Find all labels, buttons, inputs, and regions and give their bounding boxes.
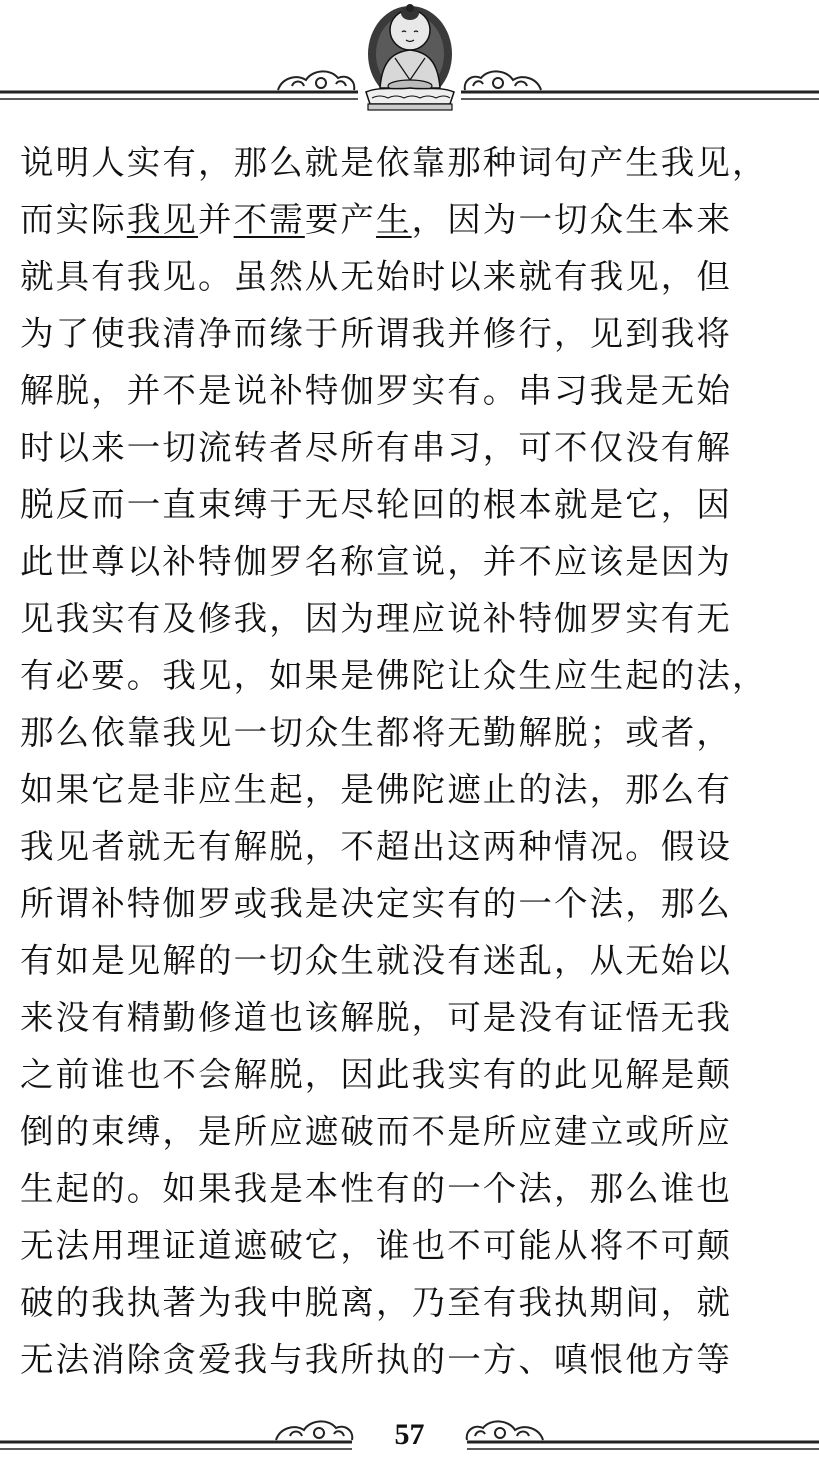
buddha-icon	[366, 4, 454, 110]
text-line: 来没有精勤修道也该解脱，可是没有证悟无我	[20, 998, 732, 1037]
text-line: 生起的。如果我是本性有的一个法，那么谁也	[20, 1169, 732, 1208]
text-line: 说明人实有，那么就是依靠那种词句产生我见，	[20, 143, 768, 182]
text-line: 我见者就无有解脱，不超出这两种情况。假设	[20, 827, 732, 866]
text-line: 见我实有及修我，因为理应说补特伽罗实有无	[20, 599, 732, 638]
page-number: 57	[394, 1418, 425, 1451]
text-line: 倒的束缚，是所应遮破而不是所应建立或所应	[20, 1112, 732, 1151]
underlined-term: 生	[376, 200, 412, 239]
buddha-header-ornament	[0, 0, 819, 120]
text-line: 脱反而一直束缚于无尽轮回的根本就是它，因	[20, 485, 732, 524]
text-segment: 而实际	[20, 200, 127, 239]
text-line: 无法消除贪爱我与我所执的一方、嗔恨他方等	[20, 1340, 732, 1379]
text-segment: ，因为一切众生本来	[411, 200, 733, 239]
text-segment: 要产	[304, 200, 377, 239]
text-line: 如果它是非应生起，是佛陀遮止的法，那么有	[20, 770, 732, 809]
text-line: 为了使我清净而缘于所谓我并修行，见到我将	[20, 314, 732, 353]
text-line: 有必要。我见，如果是佛陀让众生应生起的法，	[20, 656, 768, 695]
text-line: 那么依靠我见一切众生都将无勤解脱；或者，	[20, 713, 732, 752]
body-text	[20, 134, 810, 1388]
underlined-term: 我见	[126, 200, 199, 239]
cloud-left-icon	[276, 1421, 352, 1440]
text-line: 之前谁也不会解脱，因此我实有的此见解是颠	[20, 1055, 732, 1094]
text-line: 此世尊以补特伽罗名称宣说，并不应该是因为	[20, 542, 732, 581]
text-line: 破的我执著为我中脱离，乃至有我执期间，就	[20, 1283, 732, 1322]
cloud-right-icon	[465, 71, 541, 90]
text-line: 有如是见解的一切众生就没有迷乱，从无始以	[20, 941, 732, 980]
page-header	[0, 0, 819, 120]
text-line: 时以来一切流转者尽所有串习，可不仅没有解	[20, 428, 732, 467]
text-line: 无法用理证道遮破它，谁也不可能从将不可颠	[20, 1226, 732, 1265]
cloud-left-icon	[278, 71, 354, 90]
cloud-right-icon	[467, 1421, 543, 1440]
underlined-term: 不需	[233, 200, 305, 239]
text-line: 解脱，并不是说补特伽罗实有。串习我是无始	[20, 371, 732, 410]
text-line: 就具有我见。虽然从无始时以来就有我见，但	[20, 257, 732, 296]
text-line	[20, 191, 810, 248]
text-line: 所谓补特伽罗或我是决定实有的一个法，那么	[20, 884, 732, 923]
page-footer	[0, 1410, 819, 1468]
text-segment: 并	[198, 200, 234, 239]
